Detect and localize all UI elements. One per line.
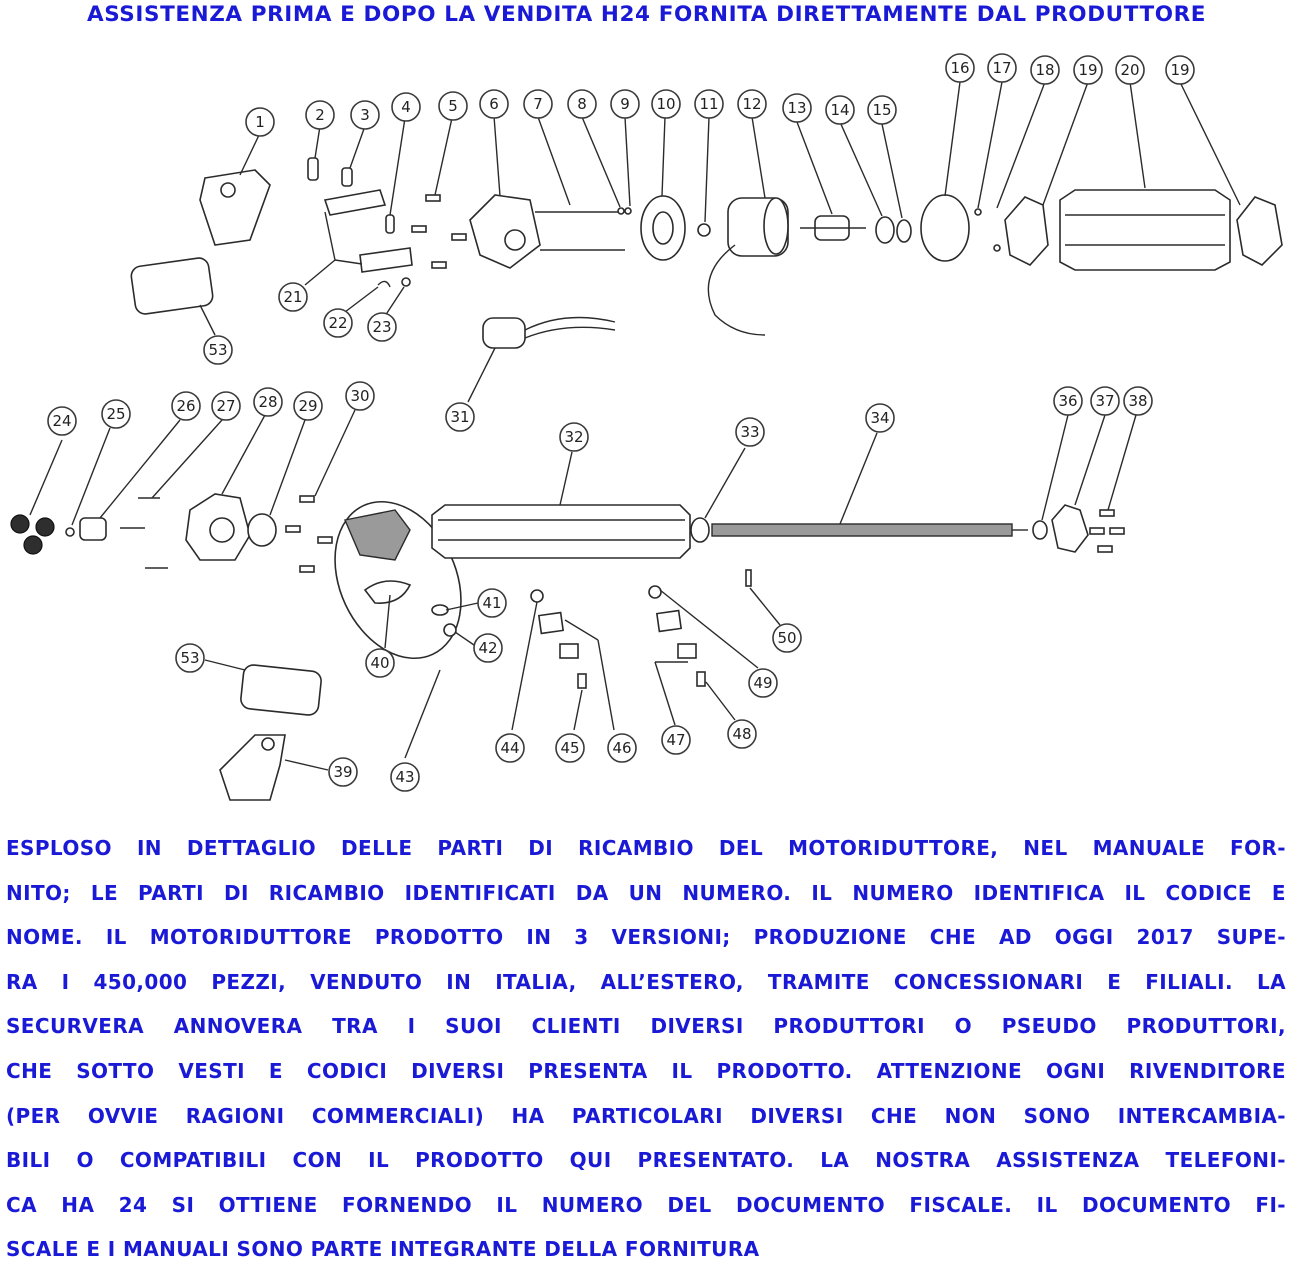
description-line: SECURVERA ANNOVERA TRA I SUOI CLIENTI DIVERSI PRODUTTORI O PSEUDO PRODUTTORI, — [6, 1014, 1286, 1039]
callout-44 — [496, 734, 524, 762]
callout-33 — [736, 418, 764, 446]
callout-19a — [1074, 56, 1102, 84]
callout-1 — [246, 108, 274, 136]
callout-10 — [652, 90, 680, 118]
svg-text:26: 26 — [176, 397, 196, 415]
page-header-title: ASSISTENZA PRIMA E DOPO LA VENDITA H24 FORNITA DIRETTAMENTE DAL PRODUTTORE — [86, 2, 1207, 27]
callout-18 — [1031, 56, 1059, 84]
callout-37 — [1091, 387, 1119, 415]
part-19-gasket-left — [1005, 197, 1048, 265]
part-4-pin — [386, 215, 394, 233]
svg-text:11: 11 — [699, 95, 719, 113]
callout-31 — [446, 403, 474, 431]
svg-text:50: 50 — [777, 629, 797, 647]
svg-text:21: 21 — [283, 288, 303, 306]
svg-text:25: 25 — [106, 405, 126, 423]
description-line: BILI O COMPATIBILI CON IL PRODOTTO QUI PRESENTATO. LA NOSTRA ASSISTENZA TELEFONI- — [6, 1148, 1286, 1173]
callout-47 — [662, 726, 690, 754]
callout-26 — [172, 392, 200, 420]
part-37-end-plate — [1052, 505, 1088, 552]
callout-46 — [608, 734, 636, 762]
svg-text:36: 36 — [1058, 392, 1078, 410]
callout-53-bottom — [176, 644, 204, 672]
svg-text:20: 20 — [1120, 61, 1140, 79]
callout-42 — [474, 634, 502, 662]
svg-text:24: 24 — [52, 412, 72, 430]
callout-6 — [480, 90, 508, 118]
callout-53-top — [204, 336, 232, 364]
svg-text:48: 48 — [732, 725, 752, 743]
part-21-block-upper — [325, 190, 385, 215]
callout-49 — [749, 669, 777, 697]
callout-9 — [611, 90, 639, 118]
svg-text:22: 22 — [328, 314, 348, 332]
svg-text:7: 7 — [533, 95, 543, 113]
description-line: CA HA 24 SI OTTIENE FORNENDO IL NUMERO DEL DOCUMENTO FISCALE. IL DOCUMENTO FI- — [6, 1192, 1286, 1217]
part-42-nut — [444, 624, 456, 636]
svg-text:44: 44 — [500, 739, 520, 757]
callout-50 — [773, 624, 801, 652]
svg-text:10: 10 — [656, 95, 676, 113]
callout-13 — [783, 94, 811, 122]
description-line: NOME. IL MOTORIDUTTORE PRODOTTO IN 3 VERSIONI; PRODUZIONE CHE AD OGGI 2017 SUPE- — [6, 925, 1286, 950]
callout-22 — [324, 309, 352, 337]
part-11-washer — [698, 224, 710, 236]
callout-40 — [366, 649, 394, 677]
callout-20 — [1116, 56, 1144, 84]
exploded-parts-diagram — [0, 40, 1293, 820]
callout-48 — [728, 720, 756, 748]
svg-text:5: 5 — [448, 97, 458, 115]
svg-text:4: 4 — [401, 98, 411, 116]
part-20-casing — [1060, 190, 1230, 270]
svg-text:6: 6 — [489, 95, 499, 113]
part-36-bushing — [1033, 521, 1047, 539]
part-34-screw-shaft — [712, 524, 1012, 536]
part-26-plug — [80, 518, 106, 540]
svg-text:46: 46 — [612, 739, 632, 757]
callout-11 — [695, 90, 723, 118]
callout-27 — [212, 392, 240, 420]
diagram-svg — [0, 40, 1293, 820]
callout-14 — [826, 96, 854, 124]
svg-text:30: 30 — [350, 387, 370, 405]
part-39-bracket — [220, 735, 285, 800]
description-line: ESPLOSO IN DETTAGLIO DELLE PARTI DI RICAMBIO DEL MOTORIDUTTORE, NEL MANUALE FOR- — [6, 836, 1286, 860]
svg-text:17: 17 — [992, 59, 1012, 77]
svg-text:28: 28 — [258, 393, 278, 411]
part-53-cover-bottom — [240, 664, 322, 716]
svg-text:15: 15 — [872, 101, 892, 119]
svg-text:49: 49 — [753, 674, 773, 692]
svg-text:47: 47 — [666, 731, 686, 749]
svg-text:40: 40 — [370, 654, 390, 672]
part-33-washer — [691, 518, 709, 542]
callout-39 — [329, 758, 357, 786]
svg-text:39: 39 — [333, 763, 353, 781]
part-6-flange — [470, 195, 540, 268]
callout-2 — [306, 101, 334, 129]
callout-41 — [478, 589, 506, 617]
callout-38 — [1124, 387, 1152, 415]
svg-text:38: 38 — [1128, 392, 1148, 410]
callout-43 — [391, 763, 419, 791]
callout-3 — [351, 101, 379, 129]
callout-30 — [346, 382, 374, 410]
callout-28 — [254, 388, 282, 416]
part-19-gasket-right — [1237, 197, 1282, 265]
svg-text:42: 42 — [478, 639, 498, 657]
svg-text:2: 2 — [315, 106, 325, 124]
callout-29 — [294, 392, 322, 420]
svg-text:53: 53 — [180, 649, 200, 667]
part-21-block-lower — [360, 248, 412, 272]
svg-text:43: 43 — [395, 768, 415, 786]
part-16-end-cap — [921, 195, 969, 261]
svg-text:23: 23 — [372, 318, 392, 336]
svg-text:45: 45 — [560, 739, 580, 757]
description-line: RA I 450,000 PEZZI, VENDUTO IN ITALIA, ALL’ESTERO, TRAMITE CONCESSIONARI E FILIALI. LA — [6, 969, 1286, 994]
callout-16 — [946, 54, 974, 82]
callout-24 — [48, 407, 76, 435]
description-line: NITO; LE PARTI DI RICAMBIO IDENTIFICATI DA UN NUMERO. IL NUMERO IDENTIFICA IL CODICE E — [6, 880, 1286, 905]
part-2-pin — [308, 158, 318, 180]
callout-34 — [866, 404, 894, 432]
svg-text:19: 19 — [1170, 61, 1190, 79]
callout-25 — [102, 400, 130, 428]
svg-text:3: 3 — [360, 106, 370, 124]
svg-text:19: 19 — [1078, 61, 1098, 79]
callout-23 — [368, 313, 396, 341]
svg-text:41: 41 — [482, 594, 502, 612]
callout-21 — [279, 283, 307, 311]
part-29-washer — [248, 514, 276, 546]
callout-36 — [1054, 387, 1082, 415]
svg-text:33: 33 — [740, 423, 760, 441]
callout-7 — [524, 90, 552, 118]
svg-text:32: 32 — [564, 428, 584, 446]
callout-8 — [568, 90, 596, 118]
svg-text:34: 34 — [870, 409, 890, 427]
callout-15 — [868, 96, 896, 124]
svg-text:37: 37 — [1095, 392, 1115, 410]
svg-text:8: 8 — [577, 95, 587, 113]
callout-17 — [988, 54, 1016, 82]
description-paragraph — [6, 826, 1286, 1272]
svg-text:31: 31 — [450, 408, 470, 426]
svg-text:29: 29 — [298, 397, 318, 415]
svg-text:16: 16 — [950, 59, 970, 77]
description-line: CHE SOTTO VESTI E CODICI DIVERSI PRESENTA IL PRODOTTO. ATTENZIONE OGNI RIVENDITORE — [6, 1058, 1286, 1083]
description-line: (PER OVVIE RAGIONI COMMERCIALI) HA PARTICOLARI DIVERSI CHE NON SONO INTERCAMBIA- — [6, 1103, 1286, 1128]
svg-text:13: 13 — [787, 99, 807, 117]
svg-text:12: 12 — [742, 95, 762, 113]
callout-5 — [439, 92, 467, 120]
callout-12 — [738, 90, 766, 118]
part-5-screw — [426, 195, 440, 201]
callout-4 — [392, 93, 420, 121]
callout-19b — [1166, 56, 1194, 84]
part-3-pin — [342, 168, 352, 186]
part-24-roller — [11, 515, 29, 533]
svg-text:1: 1 — [255, 113, 265, 131]
svg-text:9: 9 — [620, 95, 630, 113]
part-1-bracket — [200, 170, 270, 245]
callout-45 — [556, 734, 584, 762]
callout-32 — [560, 423, 588, 451]
part-31-capacitor — [483, 318, 525, 348]
svg-text:14: 14 — [830, 101, 850, 119]
description-line: SCALE E I MANUALI SONO PARTE INTEGRANTE DELLA FORNITURA — [6, 1237, 760, 1262]
svg-text:53: 53 — [208, 341, 228, 359]
part-32-main-tube — [432, 505, 690, 558]
svg-text:18: 18 — [1035, 61, 1055, 79]
svg-text:27: 27 — [216, 397, 236, 415]
